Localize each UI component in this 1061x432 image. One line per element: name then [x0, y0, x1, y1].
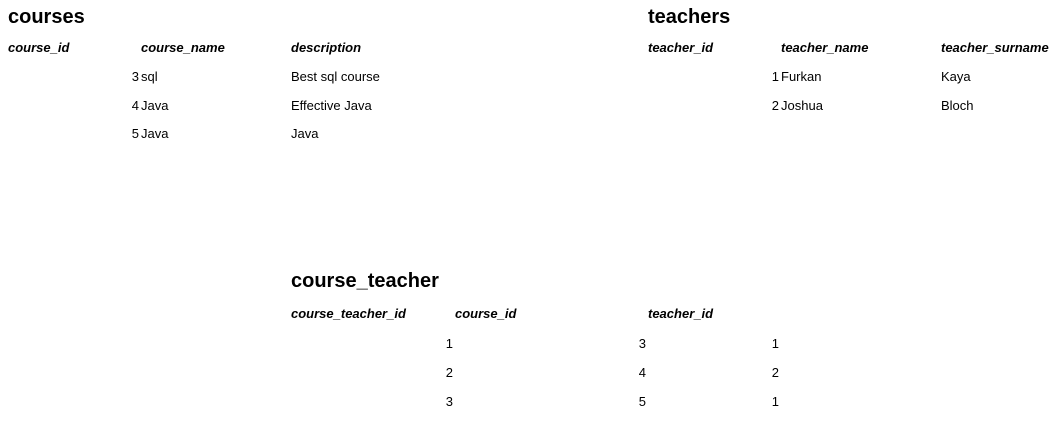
teachers-row-1-teacher-id: 1 — [771, 69, 779, 84]
course-teacher-header-teacher-id: teacher_id — [648, 306, 714, 321]
courses-row-3-course-id: 5 — [131, 126, 139, 141]
courses-row-2-course-id: 4 — [131, 98, 139, 113]
courses-row-1-course-id: 3 — [131, 69, 139, 84]
courses-row-2-course-name: Java — [141, 98, 169, 113]
teachers-header-teacher-name: teacher_name — [781, 40, 869, 55]
course-teacher-row-2-course-teacher-id: 2 — [445, 365, 453, 380]
course-teacher-header-course-id: course_id — [455, 306, 517, 321]
courses-title: courses — [8, 6, 85, 28]
courses-header-course-name: course_name — [141, 40, 225, 55]
courses-header-course-id: course_id — [8, 40, 70, 55]
courses-row-1-course-name: sql — [141, 69, 158, 84]
courses-row-1-description: Best sql course — [291, 69, 380, 84]
teachers-row-2-teacher-id: 2 — [771, 98, 779, 113]
teachers-row-1-teacher-name: Furkan — [781, 69, 822, 84]
course-teacher-row-1-course-id: 3 — [638, 336, 646, 351]
course-teacher-title: course_teacher — [291, 270, 439, 292]
course-teacher-row-2-teacher-id: 2 — [771, 365, 779, 380]
teachers-row-2-teacher-surname: Bloch — [941, 98, 974, 113]
course-teacher-header-course-teacher-id: course_teacher_id — [291, 306, 406, 321]
course-teacher-row-2-course-id: 4 — [638, 365, 646, 380]
courses-row-3-description: Java — [291, 126, 319, 141]
teachers-header-teacher-id: teacher_id — [648, 40, 714, 55]
teachers-header-teacher-surname: teacher_surname — [941, 40, 1049, 55]
teachers-title: teachers — [648, 6, 731, 28]
course-teacher-row-3-teacher-id: 1 — [771, 394, 779, 409]
course-teacher-row-3-course-id: 5 — [638, 394, 646, 409]
courses-row-3-course-name: Java — [141, 126, 169, 141]
teachers-row-1-teacher-surname: Kaya — [941, 69, 971, 84]
course-teacher-row-1-course-teacher-id: 1 — [445, 336, 453, 351]
teachers-row-2-teacher-name: Joshua — [781, 98, 823, 113]
course-teacher-row-3-course-teacher-id: 3 — [445, 394, 453, 409]
courses-row-2-description: Effective Java — [291, 98, 372, 113]
courses-header-description: description — [291, 40, 362, 55]
course-teacher-row-1-teacher-id: 1 — [771, 336, 779, 351]
